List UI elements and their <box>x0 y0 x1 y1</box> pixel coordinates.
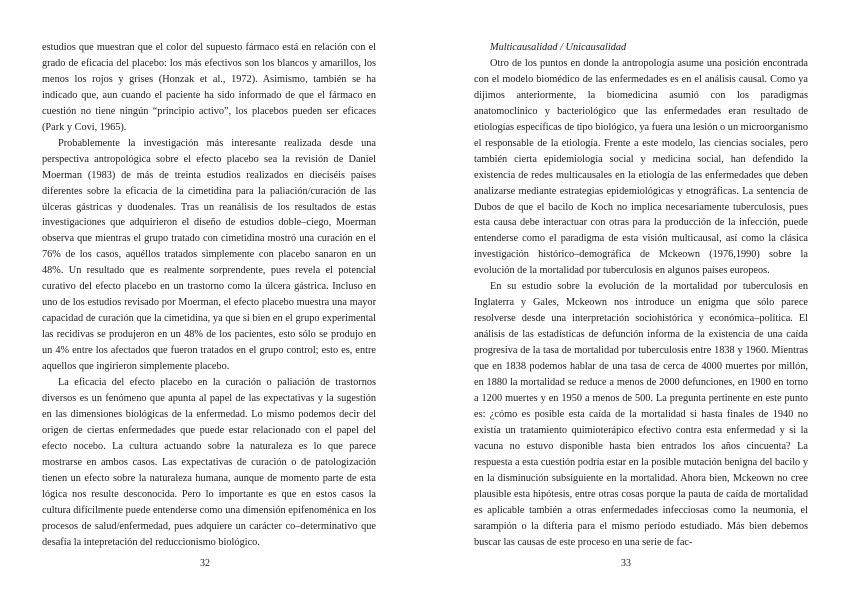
left-paragraph-3: La eficacia del efecto placebo en la curación o paliación de trastornos diversos es un fenómeno que apunta al papel de las expectativas y la sugestión en las dimensiones biológicas de la enfermedad. Lo mismo podemos decir del origen de ciertas enfermedades que puede estar relacionado con el papel del efecto nocebo. La cultura actuando sobre la naturaleza es lo que parece mostrarse en ambos casos. Las expectativas de curación o de patologización tienen un efecto sobre la naturaleza humana, aunque de momento parte de esta lógica nos resulte desconocida. Pero lo importante es que en estos casos la cultura difícilmente puede entenderse como una dimensión epifenoménica en los procesos de salud/enfermedad, pues adquiere un carácter co–determinativo que desafía la intepretación del reduccionismo biológico. <box>42 377 376 548</box>
section-title: Multicausalidad / Unicausalidad <box>490 42 627 53</box>
left-paragraph-1: estudios que muestran que el color del supuesto fármaco está en relación con el grado de eficacia del placebo: los más efectivos son los blancos y amarillos, los menos los rojos y grises (Honzak et al., 1972). Asimismo, también se ha indicado que, aun cuando el paciente ha sido informado de que el fármaco en cuestión no tiene ningún “principio activo”, los placebos pueden ser eficaces (Park y Covi, 1965). <box>42 42 376 133</box>
right-paragraph-1: Otro de los puntos en donde la antropología asume una posición encontrada con el modelo biomédico de las enfermedades es en el análisis causal. Como ya dijimos anteriormente, la biomedicina asumió con los paradigmas anatomoclínico y bacteriológico que las enfermedades eran resultado de etiologías específicas de tipo biológico, ya fuera una lesión o un microorganismo el responsable de la etiología. Frente a este modelo, las ciencias sociales, pero también cierta epidemiología social y medicina social, han defendido la existencia de redes multicausales en la etiología de las enfermedades que deben analizarse mediante estrategias epidemiológicas y etnográficas. La sentencia de Dubos de que el bacilo de Koch no implica necesariamente tuberculosis, pues esta causa debe interactuar con otras para la producción de la infección, puede entenderse como el paradigma de esta visión multicausal, así como la clásica investigación histórico–demográfica de Mckeown (1976,1990) sobre la evolución de la mortalidad por tuberculosis en algunos países europeos. <box>474 57 808 277</box>
right-page-number: 33 <box>621 558 631 569</box>
right-page <box>424 0 848 599</box>
right-paragraph-2: En su estudio sobre la evolución de la mortalidad por tuberculosis en Inglaterra y Gales, Mckeown nos introduce un enigma que sólo parece resolverse desde una interpretación sociohistórica y económica–política. El análisis de las estadísticas de defunción informa de la existencia de una caída progresiva de la tasa de mortalidad por tuberculosis entre 1838 y 1960. Mientras que en 1838 podemos hablar de una tasa de cerca de 4000 muertes por millón, en 1880 la mortalidad se reduce a menos de 2000 defunciones, en 1900 en torno a 1200 muertes y en 1950 a menos de 500. La pregunta pertinente en este punto es: ¿cómo es posible esta caída de la mortalidad si hasta finales de 1940 no existía un tratamiento quimioterápico efectivo contra esta enfermedad y si la vacuna no estuvo disponible hasta bien entrados los años cincuenta? La respuesta a esta cuestión podría estar en la posible mutación benigna del bacilo y en la disminución subsiguiente en la mortalidad. Ahora bien, Mckeown no cree plausible esta hipótesis, entre otras cosas porque la pauta de caída de mortalidad es aplicable también a otras enfermedades infecciosas como la neumonía, el sarampión o la difteria para el mismo período estudiado. Más bien debemos buscar las causas de este proceso en una serie de fac- <box>474 281 808 548</box>
left-page-number: 32 <box>200 558 210 569</box>
left-paragraph-2: Probablemente la investigación más interesante realizada desde una perspectiva antropológica sobre el efecto placebo sea la revisión de Daniel Moerman (1983) de más de treinta estudios realizados en dieciséis países diferentes sobre la eficacia de la cimetidina para la paliación/curación de las úlceras gástricas y duodenales. Tras un reanálisis de los resultados de estas investigaciones que adquirieron el diseño de estudios doble–ciego, Moerman observa que mientras el grupo tratado con cimetidina mostró una curación en el 76% de los casos, aquéllos tratados simplemente con placebo sanaron en un 48%. Un resultado que es realmente sorprendente, pues revela el potencial curativo del efecto placebo en un trastorno como la úlcera gástrica. Incluso en uno de los estudios revisado por Moerman, el efecto placebo muestra una mayor capacidad de curación que la cimetidina, ya que si bien en el grupo experimental las recidivas se produjeron en un 48% de los pacientes, esto sólo se produjo en un 4% entre los afectados que fueron tratados en el grupo control; esto es, entre aquellos que ingirieron simplemente placebo. <box>42 137 376 373</box>
right-text-column <box>474 40 808 551</box>
left-text-column <box>42 40 376 551</box>
